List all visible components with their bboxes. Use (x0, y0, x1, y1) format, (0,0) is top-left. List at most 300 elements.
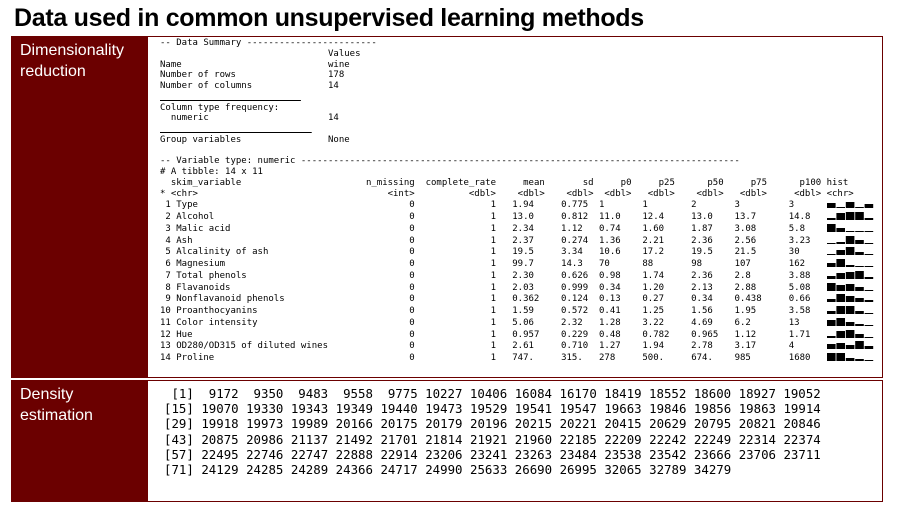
cell-n-missing: 0 (409, 329, 415, 340)
cell-p75: 107 (734, 259, 751, 269)
histogram-bar (827, 344, 836, 349)
histogram-bar (846, 212, 855, 220)
cell-p75: 21.5 (734, 247, 757, 258)
row-index: 6 (160, 259, 171, 269)
summary-key: Number of rows (160, 70, 236, 81)
histogram-bar (864, 360, 873, 361)
histogram-bar (855, 287, 864, 291)
col-type: <chr> (826, 188, 854, 199)
density-value: 22314 (738, 431, 776, 447)
variable-name: Type (176, 200, 198, 211)
density-value: 24990 (425, 462, 463, 478)
histogram-sparkline (827, 352, 875, 361)
histogram-bar (864, 266, 873, 267)
density-value: 10227 (425, 386, 463, 401)
cell-p25: 1.20 (642, 282, 665, 293)
cell-complete-rate: 1 (490, 223, 496, 234)
table-row (160, 340, 875, 352)
cell-p50: 4.69 (691, 317, 713, 328)
cell-p100: 3.88 (788, 270, 811, 281)
histogram-bar (845, 330, 854, 338)
summary-rule (160, 92, 875, 103)
cell-p50: 2.36 (691, 270, 713, 281)
cell-n-missing: 0 (409, 270, 415, 281)
cell-n-missing: 0 (409, 247, 415, 258)
cell-n-missing: 0 (409, 223, 415, 234)
density-value: 26995 (559, 462, 597, 478)
density-value: 18927 (738, 386, 776, 401)
histogram-bar (836, 213, 845, 220)
summary-value: 14 (327, 81, 339, 91)
histogram-bar (864, 204, 873, 208)
histogram-bar (855, 298, 864, 302)
rule-line (160, 124, 312, 134)
histogram-sparkline (827, 235, 875, 244)
density-value: 22209 (604, 431, 642, 447)
histogram-bar (846, 284, 855, 291)
group-variables-label: Group variables (160, 134, 242, 145)
histogram-bar (836, 318, 845, 326)
coltype-header-line (160, 103, 875, 114)
density-value: 19541 (514, 401, 553, 417)
cell-p50: 98 (691, 259, 703, 269)
histogram-bar (855, 231, 864, 232)
histogram-bar (846, 265, 855, 267)
variable-name: Color intensity (176, 317, 258, 328)
cell-complete-rate: 1 (490, 294, 496, 305)
density-value: 23241 (470, 446, 508, 462)
density-value: 22242 (649, 431, 687, 447)
cell-complete-rate: 1 (490, 306, 496, 316)
histogram-bar (827, 311, 836, 314)
density-value: 19914 (783, 401, 821, 417)
histogram-bar (855, 324, 864, 326)
cell-p100: 1.71 (788, 329, 811, 340)
histogram-sparkline (827, 258, 875, 267)
table-row (160, 211, 875, 223)
density-value: 22746 (246, 446, 284, 462)
density-value: 21921 (470, 431, 508, 447)
cell-n-missing: 0 (409, 282, 415, 293)
density-value: 22495 (201, 446, 239, 462)
cell-p75: 1.95 (734, 306, 757, 316)
cell-mean: 2.34 (512, 223, 534, 234)
cell-p50: 2 (691, 200, 697, 211)
histogram-bar (836, 228, 845, 232)
density-value: 9172 (208, 386, 239, 401)
cell-p50: 1.56 (691, 306, 713, 316)
dimensionality-reduction-panel (11, 36, 883, 378)
density-value: 19863 (738, 401, 776, 417)
histogram-bar (827, 320, 836, 326)
histogram-sparkline (827, 199, 875, 208)
cell-sd: 0.229 (561, 329, 589, 340)
cell-p75: 6.2 (734, 317, 751, 328)
col-type: * <chr> (160, 188, 198, 199)
histogram-bar (827, 299, 836, 302)
cell-complete-rate: 1 (490, 270, 496, 281)
cell-p50: 19.5 (691, 247, 713, 258)
histogram-bar (864, 337, 873, 338)
col-header-p0: p0 (620, 177, 632, 188)
density-value: 20795 (693, 416, 732, 432)
histogram-bar (836, 285, 845, 291)
cell-p0: 0.34 (598, 282, 621, 293)
cell-p25: 1.94 (642, 341, 665, 352)
cell-sd: 0.124 (561, 294, 589, 305)
histogram-bar (846, 247, 855, 255)
density-value: 23206 (425, 446, 463, 462)
histogram-bar (855, 212, 864, 220)
density-output-line (164, 432, 821, 447)
table-row (160, 199, 875, 211)
density-value: 19349 (335, 401, 373, 417)
histogram-bar (864, 300, 873, 302)
histogram-bar (846, 272, 855, 279)
cell-complete-rate: 1 (490, 212, 496, 222)
cell-p50: 2.78 (691, 341, 713, 352)
cell-p25: 0.27 (642, 294, 665, 305)
cell-p25: 17.2 (642, 247, 665, 258)
cell-p25: 500. (642, 353, 665, 363)
summary-header-line (160, 38, 875, 49)
cell-p0: 11.0 (599, 212, 621, 222)
density-estimation-panel (11, 380, 883, 502)
cell-p0: 278 (599, 353, 616, 363)
density-value: 22914 (380, 446, 418, 462)
histogram-bar (827, 218, 836, 220)
cell-p100: 1680 (788, 353, 811, 363)
cell-p75: 3.08 (734, 223, 757, 234)
cell-p25: 1.60 (642, 223, 665, 234)
density-value: 18600 (693, 386, 732, 401)
cell-complete-rate: 1 (490, 329, 496, 340)
histogram-bar (827, 224, 836, 232)
cell-mean: 1.59 (512, 306, 534, 316)
col-type: <dbl> (517, 188, 545, 199)
cell-sd: 14.3 (561, 259, 583, 269)
density-value: 16170 (559, 386, 597, 401)
row-index: 9 (160, 294, 171, 305)
vartype-header: -- Variable type: numeric --------------------------------------------------------------------------------- (160, 156, 740, 167)
cell-p0: 10.6 (599, 247, 621, 258)
density-value: 19070 (201, 401, 239, 417)
variable-name: OD280/OD315 of diluted wines (176, 341, 328, 352)
histogram-bar (855, 207, 864, 208)
cell-sd: 0.999 (561, 282, 589, 293)
variable-name: Malic acid (176, 223, 231, 234)
density-console-text (164, 386, 821, 477)
density-value: 19440 (380, 401, 418, 417)
density-value: 24289 (290, 462, 329, 478)
page-title: Data used in common unsupervised learning methods (14, 4, 644, 32)
table-row (160, 282, 875, 294)
histogram-sparkline (827, 340, 875, 349)
histogram-bar (836, 259, 845, 267)
density-value: 22374 (783, 431, 821, 447)
histogram-bar (836, 273, 845, 279)
variable-name: Total phenols (176, 270, 247, 281)
cell-complete-rate: 1 (490, 247, 496, 258)
density-value: 19052 (783, 386, 821, 401)
histogram-sparkline (827, 317, 875, 326)
row-index: 12 (160, 329, 171, 340)
density-estimation-label: Density estimation (12, 381, 148, 501)
cell-p0: 0.98 (599, 270, 621, 281)
histogram-bar (855, 341, 864, 349)
cell-n-missing: 0 (409, 212, 415, 222)
density-value: 20221 (559, 416, 597, 432)
cell-p100: 3.58 (788, 306, 811, 316)
col-header-complete-rate: complete_rate (425, 177, 497, 188)
density-value: 24366 (335, 462, 373, 478)
cell-p0: 1.28 (599, 317, 621, 328)
variable-name: Hue (176, 329, 193, 340)
density-output-line (164, 386, 821, 401)
density-value: 20875 (201, 431, 239, 447)
histogram-bar (846, 306, 855, 314)
cell-p100: 13 (788, 317, 800, 328)
histogram-sparkline (827, 282, 875, 291)
col-header-p100: p100 (799, 177, 822, 188)
row-index: 14 (160, 353, 171, 363)
cell-complete-rate: 1 (490, 317, 496, 328)
density-value: 19856 (693, 401, 732, 417)
col-type: <dbl> (566, 188, 594, 199)
density-value: 24285 (246, 462, 284, 478)
table-row (160, 270, 875, 282)
cell-mean: 2.03 (512, 282, 534, 293)
density-value: 9483 (298, 386, 329, 401)
density-value: 21960 (514, 431, 553, 447)
histogram-bar (864, 325, 873, 326)
col-type: <int> (387, 188, 415, 199)
density-value: 10406 (469, 386, 508, 401)
variable-name: Alcohol (176, 212, 215, 222)
cell-mean: 13.0 (512, 212, 534, 222)
cell-p75: 2.88 (734, 282, 757, 293)
summary-value: 178 (327, 70, 345, 81)
cell-p50: 0.34 (691, 294, 713, 305)
row-index: 13 (160, 341, 171, 352)
summary-key: Name (160, 59, 182, 70)
coltype-row (160, 113, 875, 124)
density-value: 19989 (290, 416, 329, 432)
summary-value: wine (328, 59, 350, 70)
col-header-p25: p25 (658, 177, 675, 188)
summary-key: Number of columns (160, 81, 253, 91)
density-value: 20415 (604, 416, 642, 432)
variable-name: Magnesium (176, 259, 226, 269)
summary-header: -- Data Summary ------------------------ (160, 38, 377, 48)
col-type: <dbl> (604, 188, 632, 199)
density-value: 20179 (425, 416, 463, 432)
histogram-bar (827, 243, 836, 244)
density-value: 23542 (649, 446, 687, 462)
table-header-row (160, 178, 875, 189)
cell-p25: 2.21 (642, 235, 665, 246)
cell-complete-rate: 1 (490, 341, 496, 352)
cell-p75: 3.17 (734, 341, 757, 352)
cell-n-missing: 0 (409, 200, 415, 211)
histogram-bar (836, 353, 845, 361)
histogram-bar (864, 290, 873, 291)
skim-console-text (160, 38, 875, 364)
table-row (160, 305, 875, 317)
cell-p25: 1 (642, 200, 648, 211)
density-value: 19473 (425, 401, 463, 417)
cell-complete-rate: 1 (490, 282, 496, 293)
histogram-bar (855, 240, 864, 244)
cell-p0: 1 (599, 200, 605, 211)
histogram-bar (855, 359, 864, 361)
table-row (160, 317, 875, 329)
variable-name: Alcalinity of ash (176, 247, 269, 258)
cell-p75: 1.12 (734, 329, 757, 340)
density-value: 9558 (343, 386, 373, 401)
col-header-p50: p50 (707, 177, 724, 188)
histogram-sparkline (827, 305, 875, 314)
histogram-bar (836, 294, 845, 302)
cell-p0: 1.36 (599, 235, 621, 246)
cell-mean: 5.06 (512, 317, 534, 328)
cell-n-missing: 0 (409, 317, 415, 328)
vartype-header-line (160, 156, 875, 167)
density-value: 18552 (649, 386, 687, 401)
summary-values-header: Values (327, 48, 361, 59)
cell-p0: 0.48 (598, 329, 621, 340)
row-index: 4 (160, 235, 171, 246)
row-index: 7 (160, 270, 171, 281)
cell-sd: 0.812 (561, 212, 589, 222)
density-value: 22249 (693, 431, 732, 447)
variable-name: Flavanoids (176, 282, 231, 293)
cell-p0: 0.74 (599, 223, 621, 234)
cell-mean: 2.30 (512, 270, 534, 281)
col-header-skim-variable: skim_variable (170, 177, 242, 188)
density-value: 20846 (783, 416, 821, 432)
col-type: <dbl> (647, 188, 675, 199)
cell-p50: 1.87 (691, 223, 713, 234)
tibble-line (160, 167, 875, 178)
table-row (160, 223, 875, 235)
cell-p50: 0.965 (691, 329, 719, 340)
density-value: 32065 (604, 462, 642, 478)
blank-line (160, 146, 875, 157)
tibble-dimensions: # A tibble: 14 x 11 (160, 167, 263, 177)
cell-p50: 13.0 (691, 212, 713, 222)
density-value: 23666 (693, 446, 732, 462)
density-value: 20196 (470, 416, 508, 432)
col-type: <dbl> (739, 188, 767, 199)
table-row (160, 352, 875, 364)
histogram-bar (827, 263, 836, 267)
cell-mean: 0.957 (512, 329, 540, 340)
row-index: 2 (160, 212, 171, 222)
cell-p75: 2.56 (734, 235, 757, 246)
cell-p100: 3.23 (788, 235, 811, 246)
histogram-bar (845, 202, 854, 208)
density-value: 32789 (649, 462, 687, 478)
histogram-sparkline (827, 293, 875, 302)
cell-complete-rate: 1 (490, 235, 496, 246)
density-value: 23706 (738, 446, 776, 462)
density-value: 24129 (201, 462, 239, 478)
cell-p100: 5.08 (788, 282, 811, 293)
vector-index: [1] (164, 386, 194, 401)
cell-complete-rate: 1 (490, 259, 496, 269)
variable-name: Proanthocyanins (176, 306, 258, 316)
density-value: 21137 (290, 431, 329, 447)
coltype-key: numeric (170, 113, 209, 124)
cell-n-missing: 0 (409, 353, 415, 363)
row-index: 11 (160, 317, 171, 328)
histogram-bar (864, 243, 873, 244)
density-value: 18419 (604, 386, 642, 401)
dimensionality-reduction-label: Dimensionality reduction (12, 37, 148, 377)
col-header-sd: sd (582, 177, 594, 188)
cell-sd: 3.34 (561, 247, 583, 258)
histogram-bar (827, 353, 836, 361)
vector-index: [43] (164, 431, 194, 447)
cell-n-missing: 0 (409, 306, 415, 316)
histogram-sparkline (827, 211, 875, 220)
cell-complete-rate: 1 (490, 200, 496, 211)
density-value: 23538 (604, 446, 642, 462)
cell-p100: 162 (788, 259, 806, 269)
cell-p75: 985 (734, 353, 751, 363)
density-value: 34279 (693, 462, 732, 478)
density-value: 9350 (253, 386, 284, 401)
col-header-hist: hist (826, 177, 849, 188)
density-value: 9775 (387, 386, 418, 401)
histogram-bar (836, 242, 845, 244)
cell-p25: 1.74 (642, 270, 665, 281)
col-type: <dbl> (468, 188, 496, 199)
histogram-sparkline (827, 246, 875, 255)
histogram-bar (855, 271, 864, 279)
cell-p0: 70 (599, 259, 610, 269)
row-index: 3 (160, 223, 171, 234)
cell-sd: 0.572 (561, 306, 589, 316)
cell-mean: 2.37 (512, 235, 534, 246)
histogram-bar (836, 343, 845, 349)
cell-p0: 1.27 (598, 341, 621, 352)
density-value: 21814 (425, 431, 463, 447)
density-value: 19330 (246, 401, 284, 417)
cell-complete-rate: 1 (490, 353, 496, 363)
density-value: 21492 (335, 431, 373, 447)
table-row (160, 293, 875, 305)
summary-values-line (160, 49, 875, 60)
cell-p50: 2.13 (691, 282, 713, 293)
density-vector-output (148, 381, 882, 501)
cell-p50: 2.36 (691, 235, 713, 246)
cell-mean: 99.7 (512, 259, 534, 269)
histogram-bar (836, 306, 845, 314)
density-value: 20166 (335, 416, 373, 432)
summary-row (160, 70, 875, 81)
density-output-line (164, 447, 821, 462)
cell-mean: 747. (512, 353, 534, 363)
cell-p25: 12.4 (642, 212, 665, 222)
cell-p50: 674. (691, 353, 713, 363)
table-row (160, 329, 875, 341)
histogram-bar (864, 313, 873, 314)
density-value: 20215 (514, 416, 553, 432)
cell-p0: 0.41 (598, 306, 621, 316)
histogram-bar (846, 322, 855, 326)
